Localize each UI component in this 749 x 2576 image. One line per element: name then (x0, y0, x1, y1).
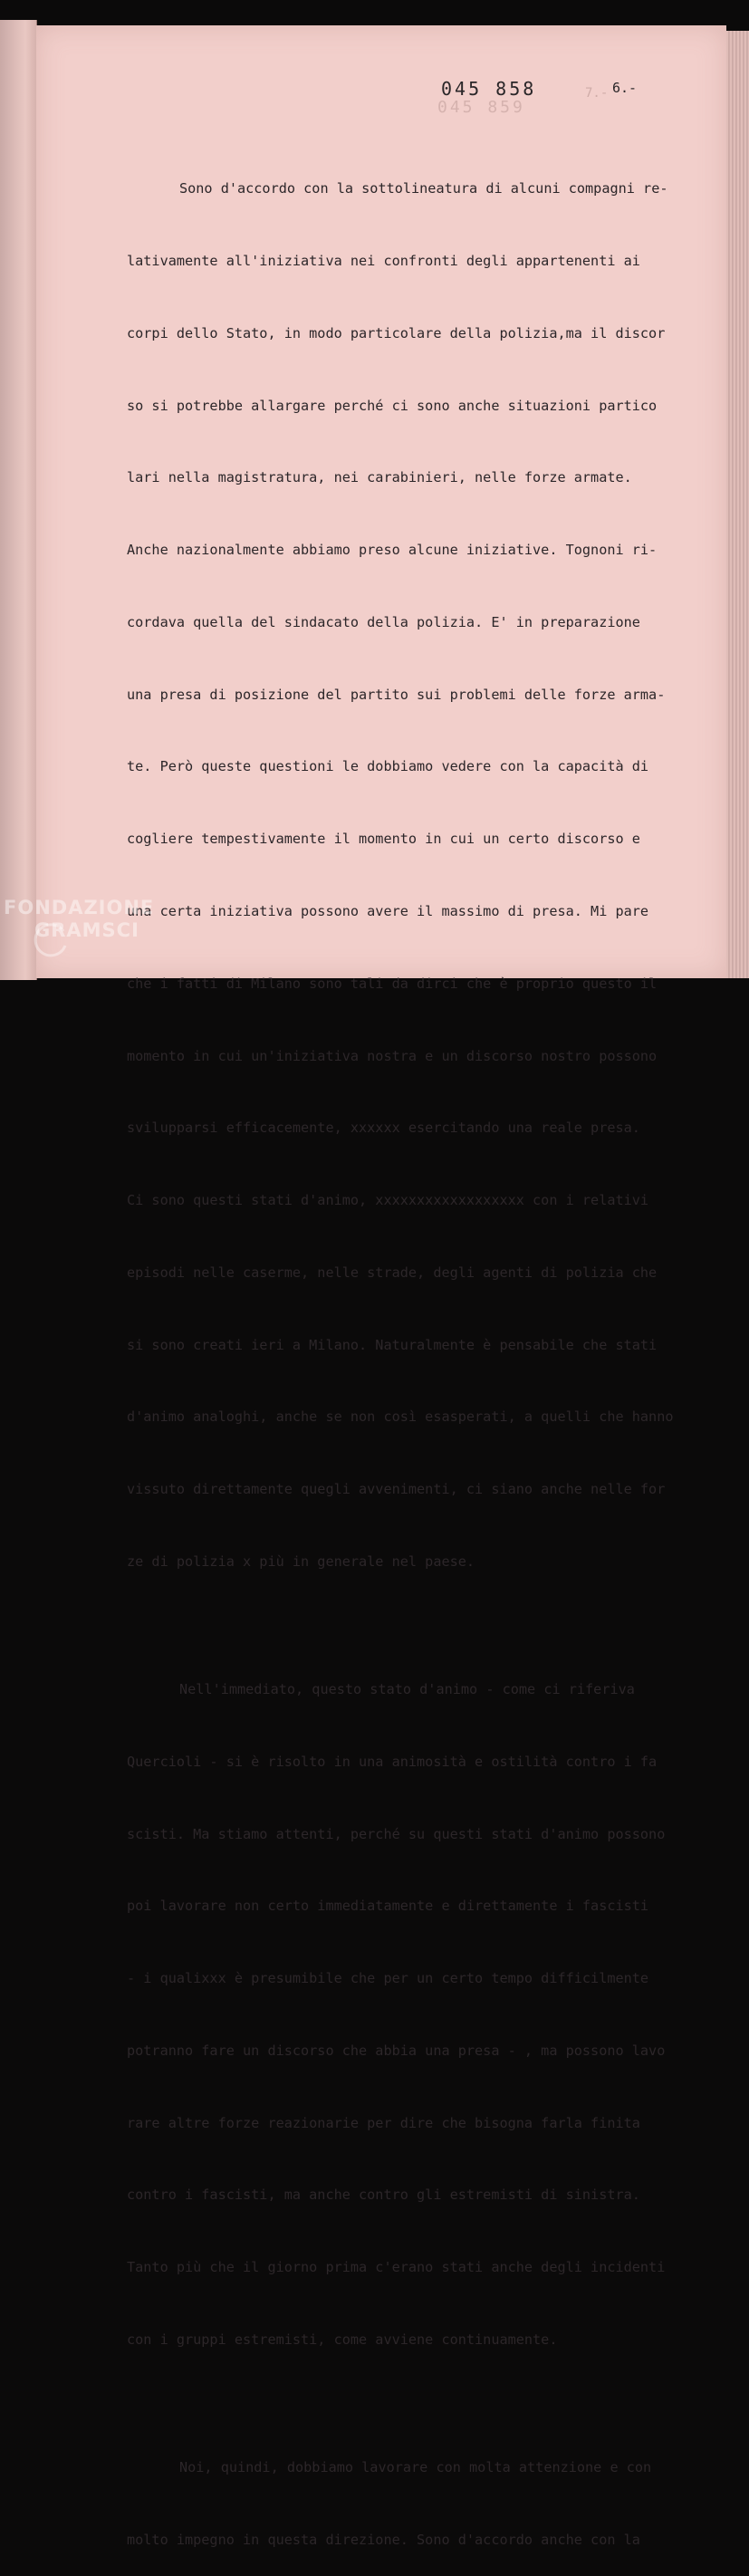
watermark-line-1: FONDAZIONE (4, 897, 155, 918)
bleed-through-page-number: 7.- (585, 86, 609, 101)
text-line: una presa di posizione del partito sui problemi delle forze arma- (127, 686, 666, 703)
text-line: Noi, quindi, dobbiamo lavorare con molta attenzione e con (179, 2459, 652, 2475)
text-line: potranno fare un discorso che abbia una presa - , ma possono lavo (127, 2042, 666, 2059)
text-line: corpi dello Stato, in modo particolare della polizia,ma il discor (127, 324, 666, 341)
text-line: molto impegno in questa direzione. Sono d'accordo anche con la (127, 2531, 640, 2548)
text-line: contro i fascisti, ma anche contro gli estremisti di sinistra. (127, 2187, 640, 2204)
bleed-through-stamp: 045 859 (437, 98, 525, 117)
text-line: lari nella magistratura, nei carabinieri, nelle forze armate. (127, 469, 632, 486)
text-line: lativamente all'iniziativa nei confronti degli appartenenti ai (127, 252, 640, 269)
text-line: rare altre forze reazionarie per dire che bisogna farla finita (127, 2114, 640, 2131)
text-line: Ci sono questi stati d'animo, xxxxxxxxxxxxxxxxxx con i relativi (127, 1192, 649, 1209)
text-line: te. Però queste questioni le dobbiamo vedere con la capacità di (127, 758, 649, 775)
left-page-edge (0, 20, 37, 980)
text-line: so si potrebbe allargare perché ci sono anche situazioni partico (127, 397, 658, 414)
text-line: Quercioli - si è risolto in una animosità e ostilità contro i fa (127, 1753, 658, 1770)
text-line: - i qualixxx è presumibile che per un certo tempo difficilmente (127, 1970, 649, 1987)
text-line: cordava quella del sindacato della polizia. E' in preparazione (127, 613, 640, 630)
text-line: svilupparsi efficacemente, xxxxxx esercitando una reale presa. (127, 1120, 640, 1137)
fondazione-gramsci-watermark (4, 897, 154, 942)
text-line: che i fatti di Milano sono tali da dirci che è proprio questo il (127, 975, 658, 992)
text-line: vissuto direttamente quegli avvenimenti, ci siano anche nelle for (127, 1481, 666, 1498)
gramsci-logo-icon (33, 922, 69, 958)
text-line: si sono creati ieri a Milano. Naturalmente è pensabile che stati (127, 1336, 658, 1353)
page-number: 6.- (612, 80, 638, 96)
text-line: momento in cui un'iniziativa nostra e un discorso nostro possono (127, 1047, 658, 1064)
text-line: episodi nelle caserme, nelle strade, degli agenti di polizia che (127, 1264, 658, 1281)
text-line: scisti. Ma stiamo attenti, perché su questi stati d'animo possono (127, 1825, 666, 1842)
text-line: con i gruppi estremisti, come avviene continuamente. (127, 2331, 558, 2349)
text-line: una certa iniziativa possono avere il massimo di presa. Mi pare (127, 903, 649, 919)
stacked-pages-edge (726, 31, 749, 978)
text-line: Anche nazionalmente abbiamo preso alcune iniziative. Tognoni ri- (127, 542, 658, 559)
text-line: Sono d'accordo con la sottolineatura di alcuni compagni re- (179, 180, 668, 197)
text-line: ze di polizia x più in generale nel paese. (127, 1553, 475, 1571)
archive-stamp-number: 045 858 (441, 78, 537, 100)
text-line: Tanto più che il giorno prima c'erano stati anche degli incidenti (127, 2259, 666, 2276)
text-line: Nell'immediato, questo stato d'animo - come ci riferiva (179, 1681, 635, 1697)
text-line: cogliere tempestivamente il momento in cui un certo discorso e (127, 831, 640, 848)
watermark-line-2: GRAMSCI (34, 919, 139, 941)
text-line: d'animo analoghi, anche se non così esasperati, a quelli che hanno (127, 1408, 674, 1426)
text-line: poi lavorare non certo immediatamente e direttamente i fascisti (127, 1898, 649, 1915)
typed-body-text (127, 129, 706, 2576)
